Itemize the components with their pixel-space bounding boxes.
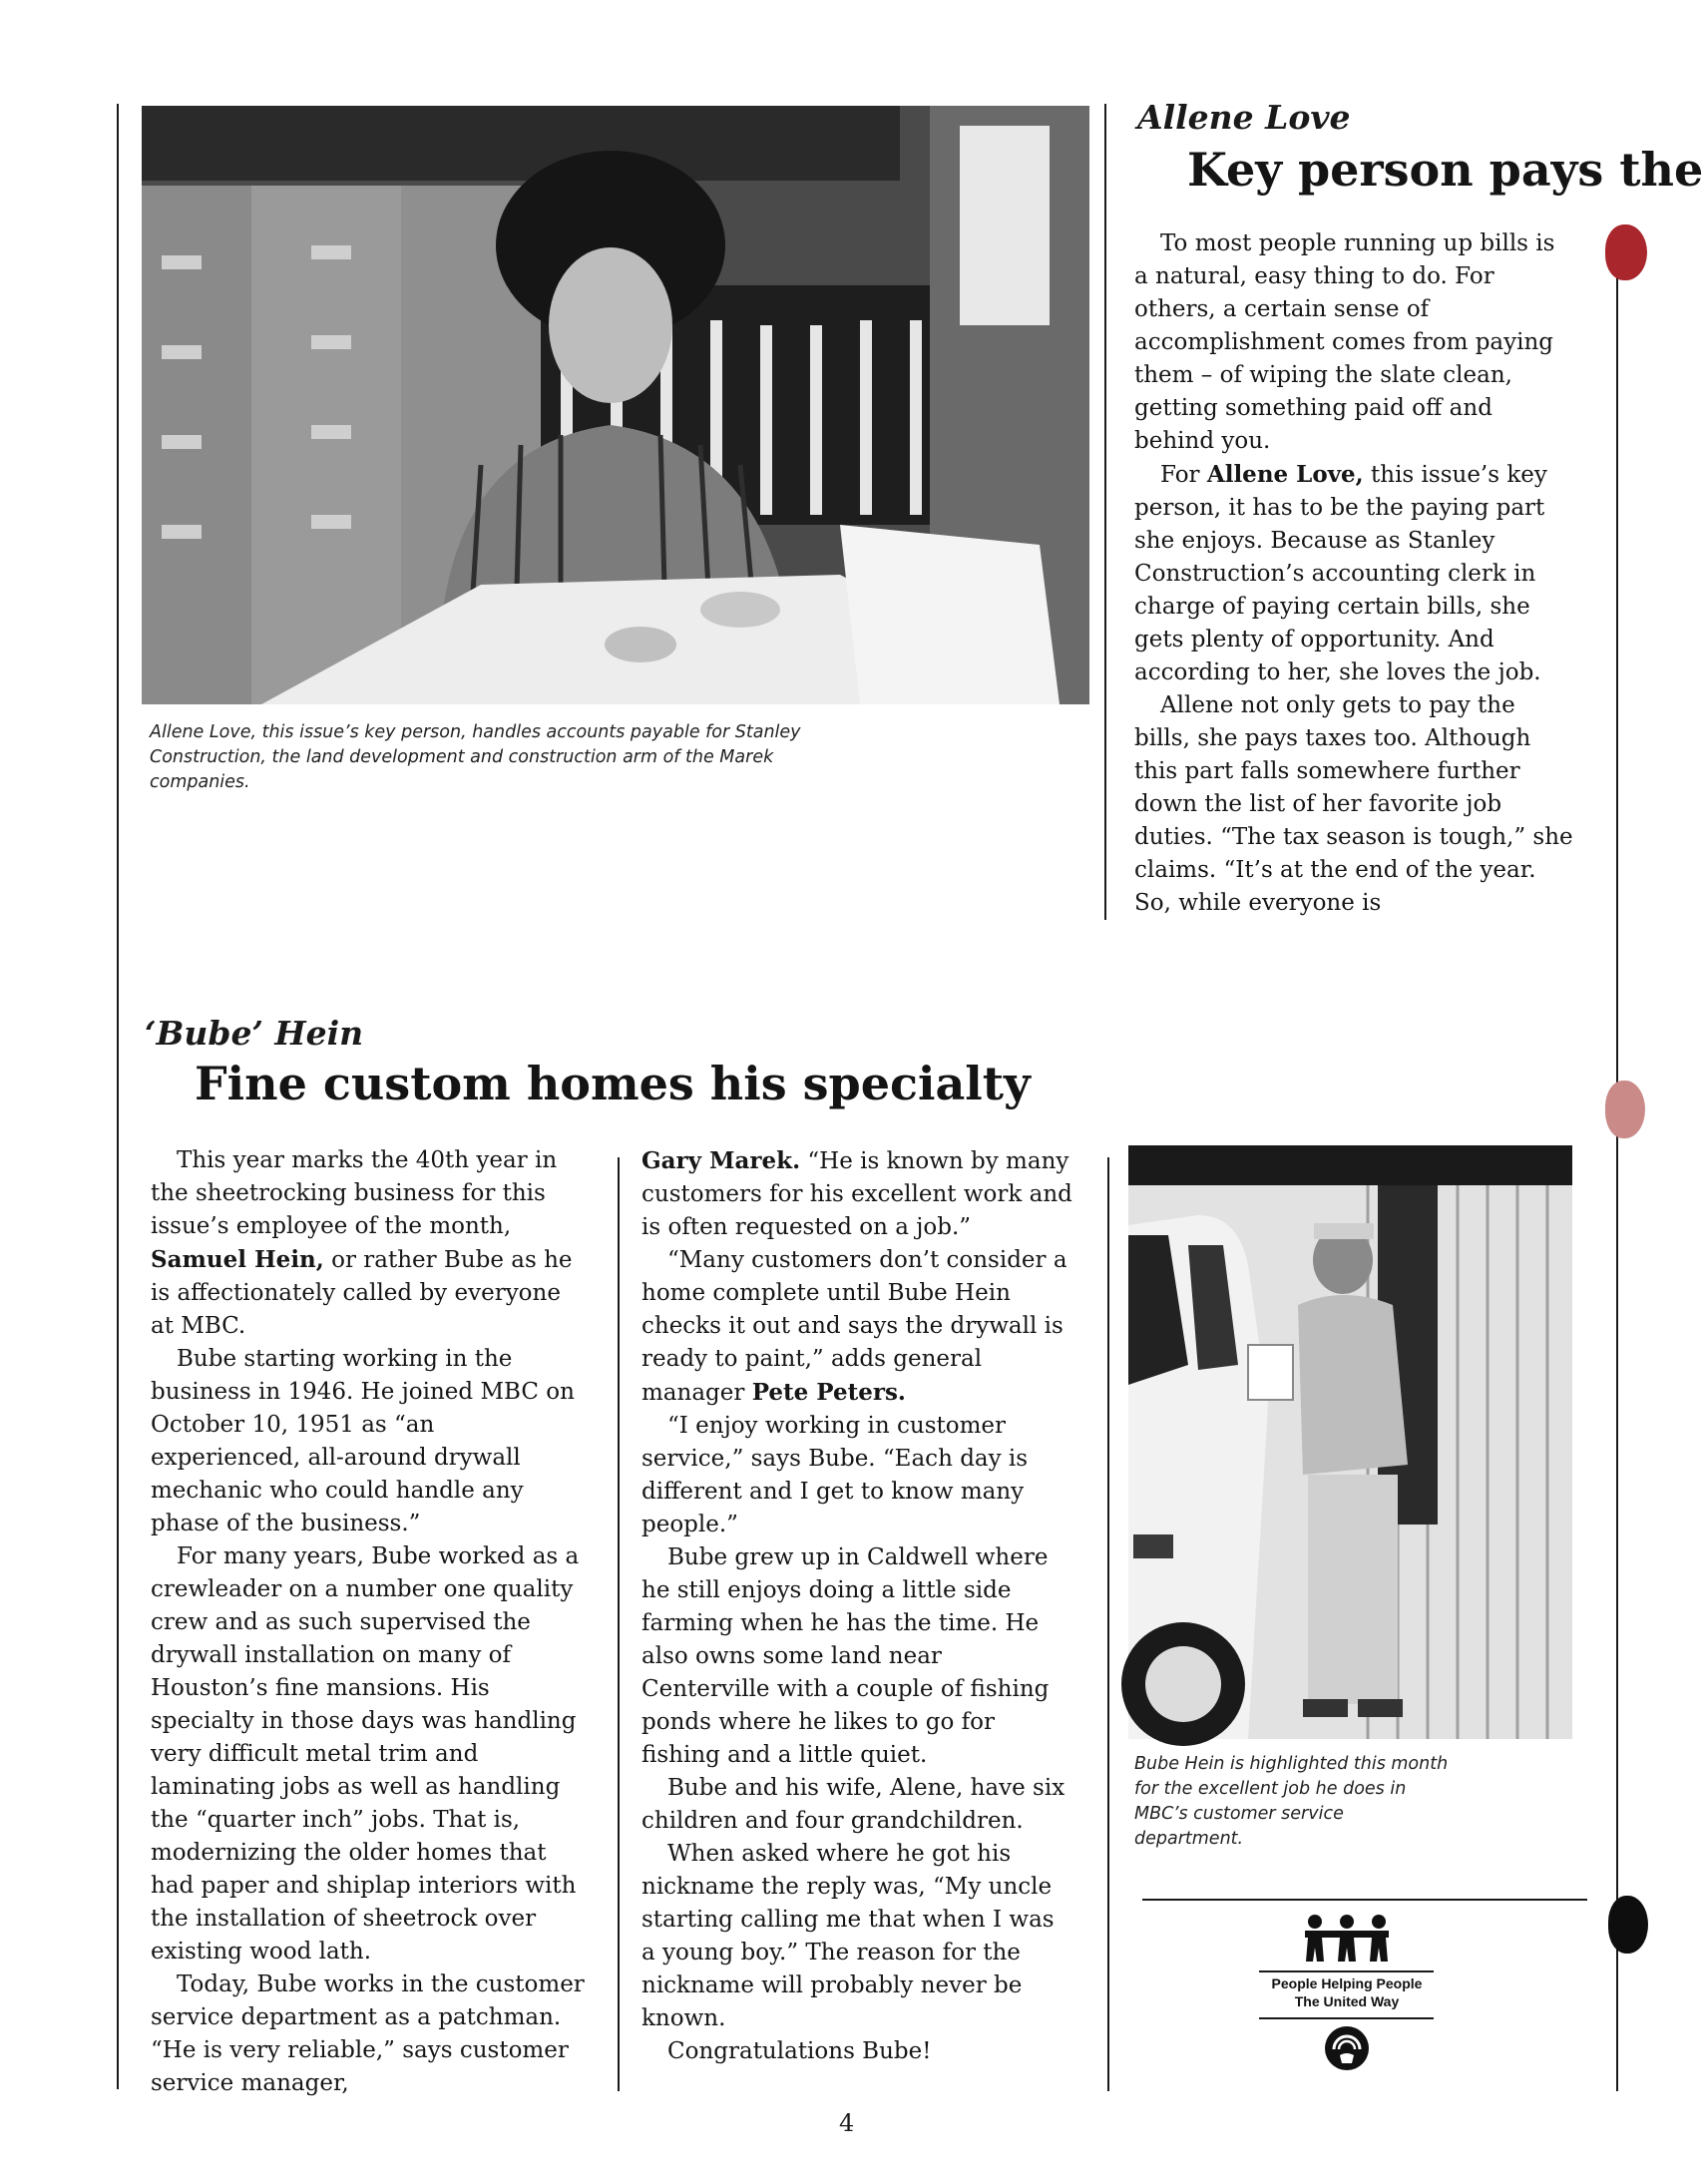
sidebar-divider <box>1142 1899 1587 1901</box>
allene-article-column <box>1134 227 1573 920</box>
bube-hein-photo <box>1128 1145 1572 1739</box>
united-way-rule-top <box>1259 1970 1434 1972</box>
allene-paragraph-3: Allene not only gets to pay the bills, she pays taxes too. Although this part falls somewhere further down the list of her favorite job duties. “The tax season is tough,” she claims. “It’s at the end of the year. So, while everyone is <box>1134 692 1573 916</box>
gary-marek-bold: Gary Marek. <box>641 1147 801 1174</box>
bottom-column-rule-2 <box>1107 1157 1109 2091</box>
bube-c2-paragraph-5: Bube and his wife, Alene, have six children and four grandchildren. <box>641 1775 1065 1834</box>
allene-love-photo <box>142 106 1089 704</box>
allene-kicker: Allene Love <box>1137 98 1351 137</box>
binder-hole-pink <box>1605 1081 1645 1138</box>
bube-headline: Fine custom homes his specialty <box>195 1057 1031 1110</box>
binder-hole-red <box>1605 224 1647 280</box>
bube-c2-paragraph-2: “Many customers don’t consider a home complete until Bube Hein checks it out and says the drywall is ready to paint,” adds general manager Pete Peters. <box>641 1247 1067 1406</box>
bube-c1-paragraph-4: Today, Bube works in the customer service department as a patchman. “He is very reliable,” says customer service manager, <box>151 1971 585 2096</box>
united-way-line-2: The United Way <box>1294 1993 1400 2009</box>
bottom-column-rule-1 <box>618 1157 620 2091</box>
united-way-rule-bottom <box>1259 2017 1434 2019</box>
bube-c2-paragraph-6: When asked where he got his nickname the reply was, “My uncle starting calling me that when I was a young boy.” The reason for the nickname will probably never be known. <box>641 1841 1055 2031</box>
left-margin-rule <box>117 104 119 2089</box>
right-margin-rule <box>1616 235 1618 2091</box>
pete-peters-bold: Pete Peters. <box>751 1379 906 1406</box>
page-number: 4 <box>839 2109 855 2137</box>
bube-column-2 <box>641 1144 1072 2068</box>
allene-photo-caption: Allene Love, this issue’s key person, handles accounts payable for Stanley Construction, the land development and construction arm of the Marek companies. <box>150 722 801 792</box>
allene-name-bold: Allene Love, <box>1206 461 1364 488</box>
bube-c2-paragraph-3: “I enjoy working in customer service,” says Bube. “Each day is different and I get to know many people.” <box>641 1413 1029 1537</box>
bube-c1-paragraph-2: Bube starting working in the business in 1946. He joined MBC on October 10, 1951 as “an experienced, all-around drywall mechanic who could handle any phase of the business.” <box>151 1346 575 1536</box>
allene-headline: Key person pays the <box>1187 143 1703 197</box>
bube-c1-paragraph-3: For many years, Bube worked as a crewleader on a number one quality crew and as such supervised the drywall installation on many of Houston’s fine mansions. His specialty in those days was handling very difficult metal trim and laminating jobs as well as handling the “quarter inch” jobs. That is, modernizing the older homes that had paper and shiplap interiors with the installation of sheetrock over existing wood lath. <box>151 1543 580 1965</box>
united-way-people-icon <box>1302 1914 1392 1964</box>
bube-c2-paragraph-1: Gary Marek. “He is known by many customers for his excellent work and is often requested on a job.” <box>641 1147 1072 1240</box>
bube-c1-paragraph-1: This year marks the 40th year in the sheetrocking business for this issue’s employee of the month, Samuel Hein, or rather Bube as he is affectionately called by everyone at MBC. <box>151 1147 573 1339</box>
binder-hole-black <box>1608 1896 1648 1954</box>
bube-column-1 <box>151 1144 590 2100</box>
top-column-rule <box>1104 104 1106 920</box>
united-way-hand-rainbow-icon <box>1324 2025 1370 2071</box>
united-way-line-1: People Helping People <box>1271 1975 1423 1991</box>
samuel-hein-bold: Samuel Hein, <box>151 1246 324 1273</box>
bube-c2-paragraph-7: Congratulations Bube! <box>667 2038 932 2064</box>
allene-paragraph-1: To most people running up bills is a natural, easy thing to do. For others, a certain sense of accomplishment comes from paying them – of wiping the slate clean, getting something paid off and behind you. <box>1134 230 1555 454</box>
bube-photo-caption: Bube Hein is highlighted this month for the excellent job he does in MBC’s customer service department. <box>1134 1754 1449 1849</box>
allene-paragraph-2: For Allene Love, this issue’s key person, it has to be the paying part she enjoys. Because as Stanley Construction’s accounting clerk in charge of paying certain bills, she gets plenty of opportunity. And according to her, she loves the job. <box>1134 461 1547 685</box>
allene-headline-clip <box>1177 143 1703 205</box>
bube-c2-paragraph-4: Bube grew up in Caldwell where he still enjoys doing a little side farming when he has the time. He also owns some land near Centerville with a couple of fishing ponds where he likes to go for fishing and a little quiet. <box>641 1544 1050 1768</box>
bube-kicker: ‘Bube’ Hein <box>145 1014 364 1053</box>
